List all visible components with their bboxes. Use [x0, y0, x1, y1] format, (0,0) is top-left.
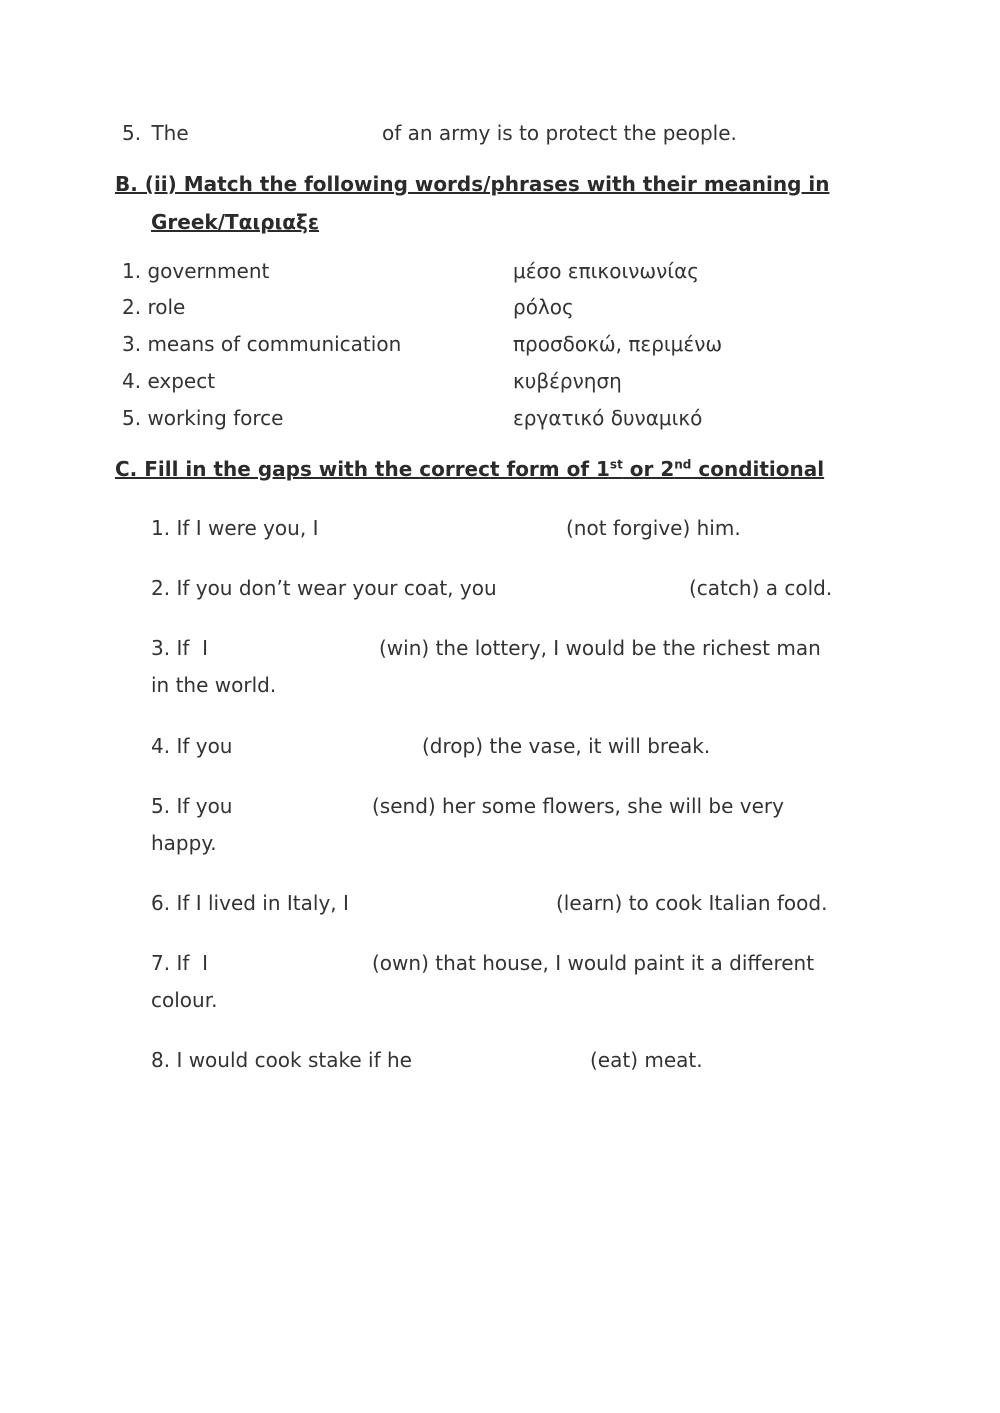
- exercise-1-before: 1. If I were you, I: [151, 516, 319, 540]
- match-english-3: 3. means of communication: [122, 332, 402, 356]
- match-english-4: 4. expect: [122, 369, 216, 393]
- exercise-2-before: 2. If you don’t wear your coat, you: [151, 576, 497, 600]
- match-greek-5: εργατικό δυναμικό: [513, 406, 703, 430]
- match-greek-1: μέσο επικοινωνίας: [513, 259, 699, 283]
- match-greek-2: ρόλος: [513, 295, 574, 319]
- heading-part3: conditional: [691, 457, 825, 481]
- exercise-1-after: (not forgive) him.: [566, 516, 741, 540]
- exercise-5-continuation: happy.: [151, 831, 217, 855]
- exercise-3-before: 3. If I: [151, 636, 208, 660]
- exercise-7-before: 7. If I: [151, 951, 208, 975]
- exercise-7-after: (own) that house, I would paint it a different: [372, 951, 815, 975]
- exercise-5-after: (send) her some flowers, she will be very: [372, 794, 784, 818]
- heading-sup2: nd: [674, 457, 692, 472]
- exercise-5-before: 5. If you: [151, 794, 233, 818]
- heading-part2: or 2: [622, 457, 675, 481]
- match-greek-4: κυβέρνηση: [513, 369, 622, 393]
- match-english-2: 2. role: [122, 295, 186, 319]
- exercise-4-before: 4. If you: [151, 734, 233, 758]
- exercise-2-after: (catch) a cold.: [689, 576, 833, 600]
- exercise-8-before: 8. I would cook stake if he: [151, 1048, 412, 1072]
- match-english-5: 5. working force: [122, 406, 284, 430]
- exercise-4-after: (drop) the vase, it will break.: [422, 734, 711, 758]
- section-b-heading-line2: Greek/Ταιριαξε: [151, 210, 319, 234]
- section-a-item-5: [122, 121, 189, 145]
- exercise-7-continuation: colour.: [151, 988, 218, 1012]
- heading-sup1: st: [609, 457, 623, 472]
- item-text-before: The: [151, 121, 189, 145]
- exercise-6-before: 6. If I lived in Italy, I: [151, 891, 349, 915]
- exercise-8-after: (eat) meat.: [590, 1048, 703, 1072]
- item-text-after: of an army is to protect the people.: [382, 121, 737, 145]
- heading-part1: C. Fill in the gaps with the correct form of 1: [115, 457, 610, 481]
- match-greek-3: προσδοκώ, περιμένω: [513, 332, 723, 356]
- exercise-3-after: (win) the lottery, I would be the richest man: [379, 636, 821, 660]
- exercise-3-continuation: in the world.: [151, 673, 277, 697]
- section-b-heading-line1: B. (ii) Match the following words/phrases with their meaning in: [115, 172, 830, 196]
- item-number: 5.: [122, 121, 142, 145]
- exercise-6-after: (learn) to cook Italian food.: [556, 891, 828, 915]
- section-c-heading: [115, 457, 824, 481]
- match-english-1: 1. government: [122, 259, 270, 283]
